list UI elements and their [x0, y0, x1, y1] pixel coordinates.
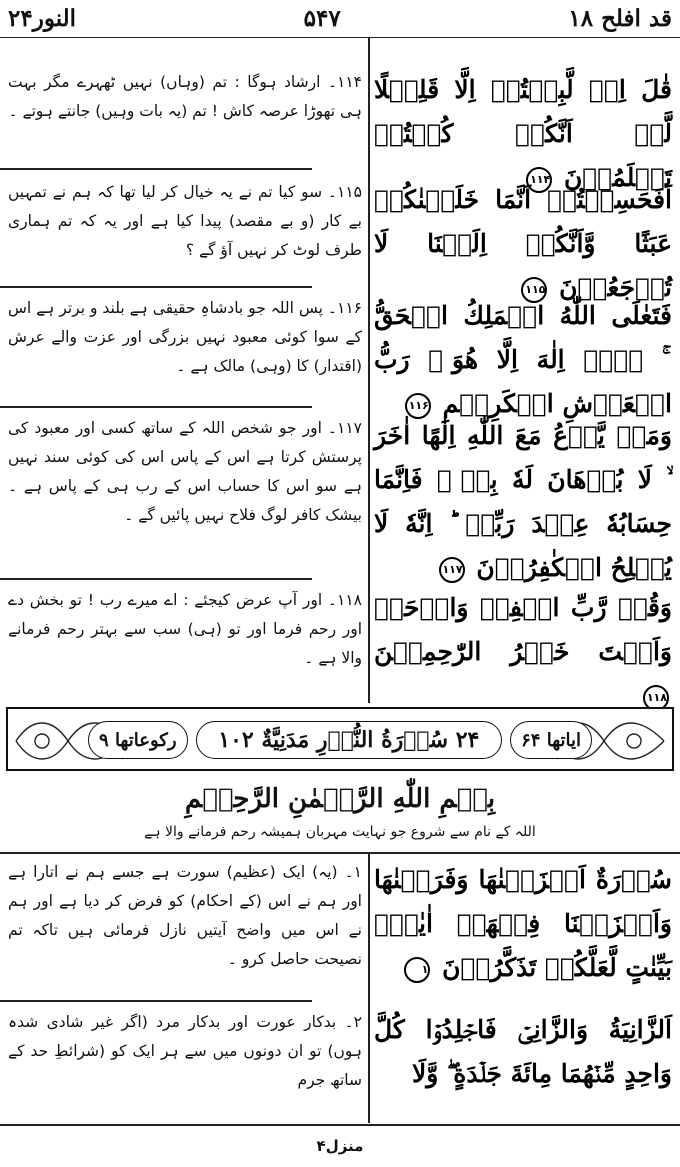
ayat-count: ایاتھا ۶۴ — [510, 721, 592, 759]
separator — [0, 406, 312, 408]
verse-row-1 — [0, 858, 680, 990]
urdu-translation: ۱۱۷۔ اور جو شخص اللہ کے ساتھ کسی اور معبود کی پرستش کرتا ہے اس کے پاس اس کی کوئی سند نہیں ہے سو اس کا حساب اس کے رب ہی کے پاس ہے ۔ بیشک کافر لوگ فلاح نہیں پائیں گے ۔ — [8, 419, 362, 524]
verse-number-marker: ۱۱۸ — [643, 685, 669, 711]
arabic-verse: اَلزَّانِيَةُ وَالزَّانِىۡ فَاجۡلِدُوۡا كُلَّ وَاحِدٍ مِّنۡهُمَا مِائَةَ جَلۡدَةٍ ۖ وَّلَا — [374, 1015, 672, 1088]
separator — [0, 1000, 312, 1002]
urdu-translation: ۲۔ بدکار عورت اور بدکار مرد (اگر غیر شادی شدہ ہوں) تو ان دونوں میں سے ہر ایک کو (شرائطِ حد کے ساتھ جرم — [8, 1013, 362, 1089]
surah-title: ۲۴ سُوۡرَةُ النُّوۡرِ مَدَنِيَّةٌ ۱۰۲ — [196, 721, 503, 759]
separator — [0, 578, 312, 580]
arabic-verse: فَتَعٰلَى اللّٰهُ الۡمَلِكُ الۡحَقُّ ۚ لَاۤ اِلٰهَ اِلَّا هُوَ ۚ رَبُّ الۡعَرۡشِ الۡكَرِيۡمِ ۱۱۶ — [374, 301, 672, 418]
surah-name: النور۲۴ — [8, 5, 77, 32]
verse-number-marker: ۱۱۵ — [521, 277, 547, 303]
urdu-translation: ۱۱۸۔ اور آپ عرض کیجئے : اے میرے رب ! تو بخش دے اور رحم فرما اور تو (ہی) سب سے بہتر رحم فرمانے والا ہے ۔ — [8, 591, 362, 667]
verse-row-2 — [0, 1008, 680, 1096]
urdu-translation: ۱۱۴۔ ارشاد ہوگا : تم (وہاں) نہیں ٹھہرے مگر بہت ہی تھوڑا عرصہ کاش ! تم (یہ بات وہیں) جانتے ہوتے ۔ — [8, 73, 362, 120]
urdu-translation: ۱۱۵۔ سو کیا تم نے یہ خیال کر لیا تھا کہ ہم نے تمہیں بے کار (و بے مقصد) پیدا کیا ہے اور یہ کہ تم ہماری طرف لوٹ کر نہیں آؤ گے ؟ — [8, 183, 362, 259]
arabic-verse: وَقُلۡ رَّبِّ اغۡفِرۡ وَارۡحَمۡ وَاَنۡتَ خَيۡرُ الرّٰحِمِيۡنَ ۱۱۸ — [368, 586, 680, 718]
arabic-verse: قٰلَ اِنۡ لَّبِثۡتُمۡ اِلَّا قَلِيۡلًا لَّوۡ اَنَّكُمۡ كُنۡتُمۡ تَعۡلَمُوۡنَ ۱۱۴ — [374, 75, 672, 192]
separator — [0, 852, 680, 854]
page-number: ۵۴۷ — [303, 5, 341, 32]
separator — [0, 286, 312, 288]
ruku-count: رکوعاتھا ۹ — [88, 721, 188, 759]
bismillah-translation: اللہ کے نام سے شروع جو نہایت مہربان ہمیشہ رحم فرمانے والا ہے — [144, 824, 536, 840]
arabic-verse: سُوۡرَةٌ اَنۡزَلۡنٰهَا وَفَرَضۡنٰهَا وَاَنۡزَلۡنَا فِيۡهَاۤ اٰيٰتٍۢ بَيِّنٰتٍ لَّعَلَّكُمۡ تَذَكَّرُوۡنَ ۱ — [374, 865, 672, 982]
arabic-verse: وَمَنۡ يَّدۡعُ مَعَ اللّٰهِ اِلٰهًا اٰخَرَ ۙ لَا بُرۡهَانَ لَهٗ بِهٖ ۙ فَاِنَّمَا حِسَابُهٗ عِنۡدَ رَبِّهٖ ؕ اِنَّهٗ لَا يُفۡلِحُ الۡكٰفِرُوۡنَ ۱۱۷ — [374, 421, 672, 582]
urdu-translation: ۱۔ (یہ) ایک (عظیم) سورت ہے جسے ہم نے اتارا ہے اور ہم نے اس (کے احکام) کو فرض کر دیا ہے اور ہم نے اس میں واضح آیتیں نازل فرمائی ہیں تاکہ تم نصیحت حاصل کرو ۔ — [8, 863, 362, 968]
verse-number-marker: ۱۱۷ — [439, 557, 465, 583]
separator — [0, 168, 312, 170]
verse-row-115 — [0, 178, 680, 310]
urdu-translation: ۱۱۶۔ پس اللہ جو بادشاہِ حقیقی ہے بلند و برتر ہے اس کے سوا کوئی معبود نہیں بزرگی اور عزت والے عرش (اقتدار) کا (وہی) مالک ہے ۔ — [8, 299, 362, 375]
verse-row-117 — [0, 414, 680, 590]
verse-number-marker: ۱۱۶ — [405, 393, 431, 419]
bismillah: بِسۡمِ اللّٰهِ الرَّحۡمٰنِ الرَّحِيۡمِ — [184, 784, 496, 814]
separator — [0, 1124, 680, 1126]
verse-row-118 — [0, 586, 680, 718]
arabic-verse: اَفَحَسِبۡتُمۡ اَنَّمَا خَلَقۡنٰكُمۡ عَبَثًا وَّاَنَّكُمۡ اِلَيۡنَا لَا تُرۡجَعُوۡنَ ۱۱۵ — [374, 185, 672, 302]
verse-number-marker: ۱۱۴ — [526, 167, 552, 193]
verse-number-marker: ۱ — [404, 957, 430, 983]
page-header — [0, 0, 680, 38]
manzil-label: منزل۴ — [316, 1137, 364, 1155]
surah-banner — [6, 707, 674, 771]
juz-name: قد افلح ۱۸ — [568, 5, 672, 32]
